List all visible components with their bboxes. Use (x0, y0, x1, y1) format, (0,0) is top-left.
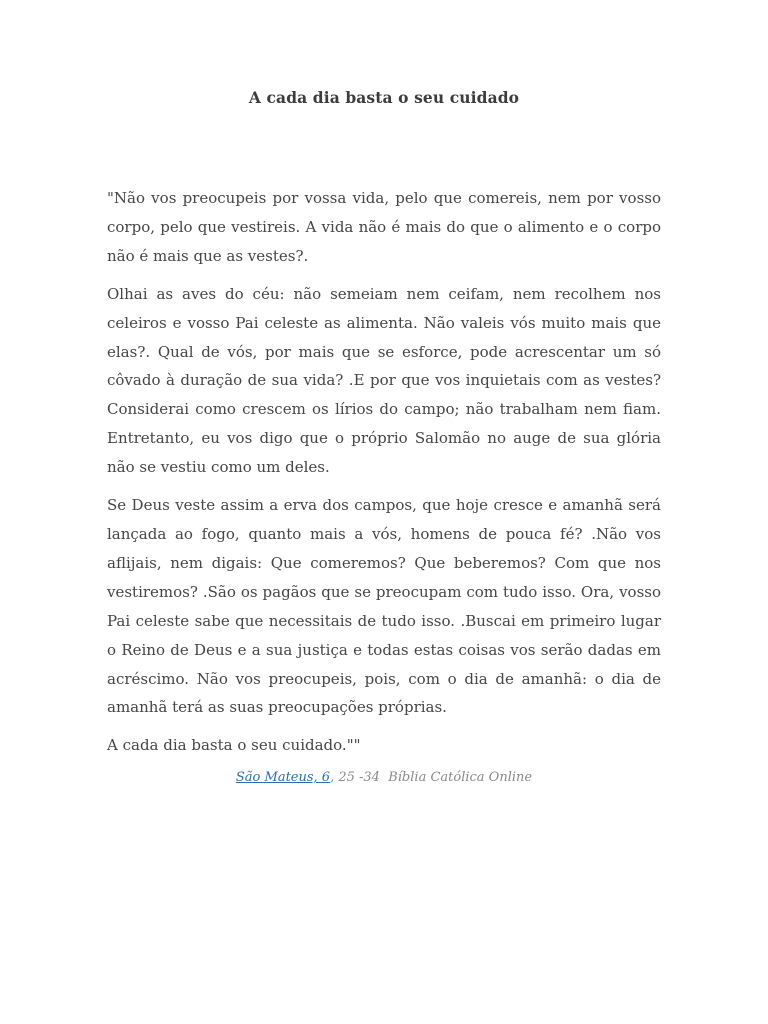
citation-link[interactable]: São Mateus, 6 (235, 770, 331, 785)
paragraph: Olhai as aves do céu: não semeiam nem ceifam, nem recolhem nos celeiros e vosso Pai celeste as alimenta. Não valeis vós muito mais que elas?. Qual de vós, por mais que se esforce, pode acrescentar um só côvado à duração de sua vida? .E por que vos inquietais com as vestes? Considerai como crescem os lírios do campo; não trabalham nem fiam. Entretanto, eu vos digo que o próprio Salomão no auge de sua glória não se vestiu como um deles. (107, 284, 661, 477)
citation-source: Bíblia Católica Online (388, 770, 533, 785)
paragraph: Se Deus veste assim a erva dos campos, que hoje cresce e amanhã será lançada ao fogo, quanto mais a vós, homens de pouca fé? .Não vos aflijais, nem digais: Que comeremos? Que beberemos? Com que nos vestiremos? .São os pagãos que se preocupam com tudo isso. Ora, vosso Pai celeste sabe que necessitais de tudo isso. .Buscai em primeiro lugar o Reino de Deus e a sua justiça e todas estas coisas vos serão dadas em acréscimo. Não vos preocupeis, pois, com o dia de amanhã: o dia de amanhã terá as suas preocupações próprias. (107, 496, 661, 717)
paragraph: "Não vos preocupeis por vossa vida, pelo que comereis, nem por vosso corpo, pelo que vestireis. A vida não é mais do que o alimento e o corpo não é mais que as vestes?. (107, 189, 661, 265)
citation-verses: , 25 -34 (330, 770, 380, 785)
paragraph: A cada dia basta o seu cuidado."" (107, 736, 361, 755)
scripture-text (107, 184, 661, 769)
page-title: A cada dia basta o seu cuidado (248, 88, 520, 107)
citation (0, 770, 768, 785)
